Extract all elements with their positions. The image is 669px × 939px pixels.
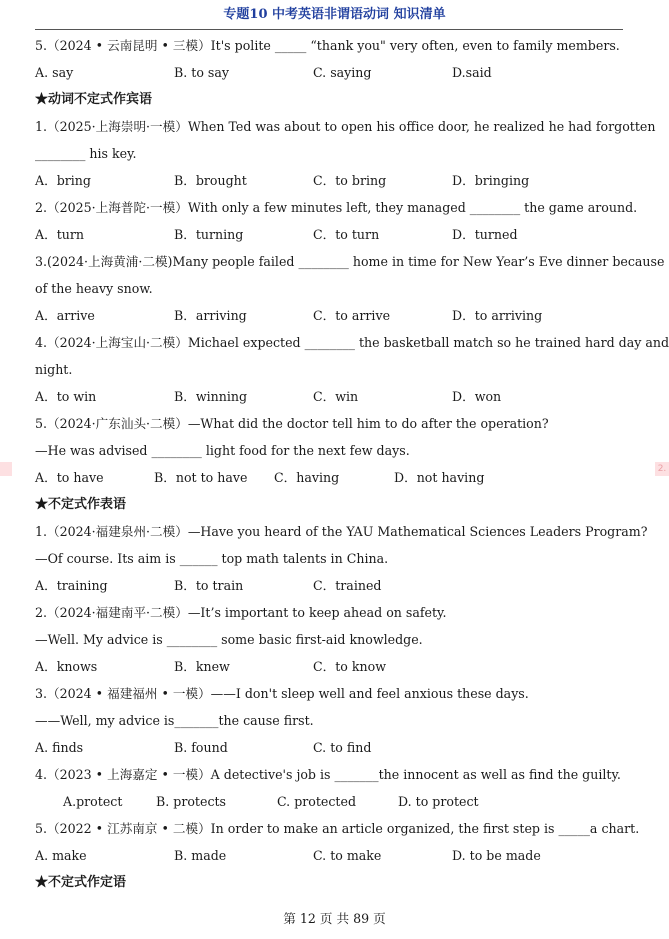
page-footer: 第 12 页 共 89 页 — [283, 911, 386, 926]
option-c: C. saying — [313, 65, 372, 80]
option-a: A.protect — [63, 794, 123, 809]
question-text: —Well. My advice is ________ some basic first-aid knowledge. — [35, 632, 423, 647]
question-text: 1.（2025·上海崇明·一模）When Ted was about to open his office door, he realized he had forgotten — [35, 119, 656, 134]
answer-options — [35, 657, 625, 677]
option-d: D．not having — [394, 470, 485, 485]
option-b: B．brought — [174, 173, 247, 188]
option-b: B. found — [174, 740, 228, 755]
option-a: A. say — [35, 65, 74, 80]
option-b: B. to say — [174, 65, 229, 80]
question-text: of the heavy snow. — [35, 281, 153, 296]
header-rule — [35, 29, 623, 30]
option-c: C．to turn — [313, 227, 380, 242]
option-b: B．not to have — [154, 470, 248, 485]
option-d: D．turned — [452, 227, 518, 242]
question-text: 1.（2024·福建泉州·二模）—Have you heard of the YAU Mathematical Sciences Leaders Program? — [35, 524, 648, 539]
section-heading: ★不定式作定语 — [35, 875, 127, 890]
option-a: A．knows — [35, 659, 98, 674]
section-heading: ★动词不定式作宾语 — [35, 92, 153, 107]
option-d: D.said — [452, 65, 492, 80]
answer-options — [35, 387, 625, 407]
option-c: C. to find — [313, 740, 372, 755]
question-text: night. — [35, 362, 73, 377]
question-text: —He was advised ________ light food for the next few days. — [35, 443, 410, 458]
question-text: 2.（2025·上海普陀·一模）With only a few minutes left, they managed ________ the game around. — [35, 200, 638, 215]
option-b: B．winning — [174, 389, 248, 404]
option-a: A. make — [35, 848, 87, 863]
answer-options — [35, 846, 625, 866]
option-a: A．bring — [35, 173, 91, 188]
option-a: A．to win — [35, 389, 97, 404]
answer-options — [35, 225, 625, 245]
option-c: C．to arrive — [313, 308, 391, 323]
answer-options — [35, 468, 625, 488]
option-b: B. made — [174, 848, 227, 863]
option-a: A. finds — [35, 740, 84, 755]
option-b: B．turning — [174, 227, 244, 242]
question-text: 3.(2024·上海黄浦·二模)Many people failed ________ home in time for New Year’s Eve dinner because — [35, 254, 665, 269]
question-text: ——Well, my advice is_______the cause first. — [35, 713, 314, 728]
option-d: D．bringing — [452, 173, 530, 188]
question-text: —Of course. Its aim is ______ top math talents in China. — [35, 551, 389, 566]
option-d: D. to protect — [398, 794, 479, 809]
option-a: A．arrive — [35, 308, 95, 323]
option-c: C．trained — [313, 578, 382, 593]
answer-options — [35, 792, 625, 812]
right-margin-marker: 2. — [655, 462, 669, 476]
option-a: A．turn — [35, 227, 84, 242]
question-text: 2.（2024·福建南平·二模）—It’s important to keep ahead on safety. — [35, 605, 447, 620]
option-b: B．to train — [174, 578, 244, 593]
question-text: 3.（2024 • 福建福州 • 一模）——I don't sleep well and feel anxious these days. — [35, 686, 529, 701]
answer-options — [35, 306, 625, 326]
left-margin-marker — [0, 462, 12, 476]
answer-options — [35, 576, 625, 596]
option-c: C．to know — [313, 659, 386, 674]
option-b: B．arriving — [174, 308, 247, 323]
option-a: A．training — [35, 578, 108, 593]
answer-options — [35, 171, 625, 191]
option-d: D．won — [452, 389, 502, 404]
option-a: A．to have — [35, 470, 104, 485]
option-d: D. to be made — [452, 848, 541, 863]
question-text: ________ his key. — [35, 146, 137, 161]
section-heading: ★不定式作表语 — [35, 497, 127, 512]
question-text: 4.（2023 • 上海嘉定 • 一模）A detective's job is _______the innocent as well as find the guilty. — [35, 767, 621, 782]
option-c: C．having — [274, 470, 340, 485]
question-text: 5.（2024·广东汕头·二模）—What did the doctor tell him to do after the operation? — [35, 416, 549, 431]
question-text: 5.（2024 • 云南昆明 • 三模）It's polite _____ “thank you" very often, even to family members. — [35, 38, 620, 53]
option-b: B. protects — [156, 794, 227, 809]
question-text: 5.（2022 • 江苏南京 • 二模）In order to make an article organized, the first step is _____a chart. — [35, 821, 640, 836]
option-c: C．win — [313, 389, 359, 404]
option-c: C. to make — [313, 848, 382, 863]
option-b: B．knew — [174, 659, 230, 674]
option-c: C. protected — [277, 794, 356, 809]
option-c: C．to bring — [313, 173, 387, 188]
question-text: 4.（2024·上海宝山·二模）Michael expected ________ the basketball match so he trained hard day and — [35, 335, 669, 350]
answer-options — [35, 738, 625, 758]
page-header-title: 专题10 中考英语非谓语动词 知识清单 — [223, 7, 446, 22]
option-d: D．to arriving — [452, 308, 543, 323]
answer-options — [35, 63, 625, 83]
